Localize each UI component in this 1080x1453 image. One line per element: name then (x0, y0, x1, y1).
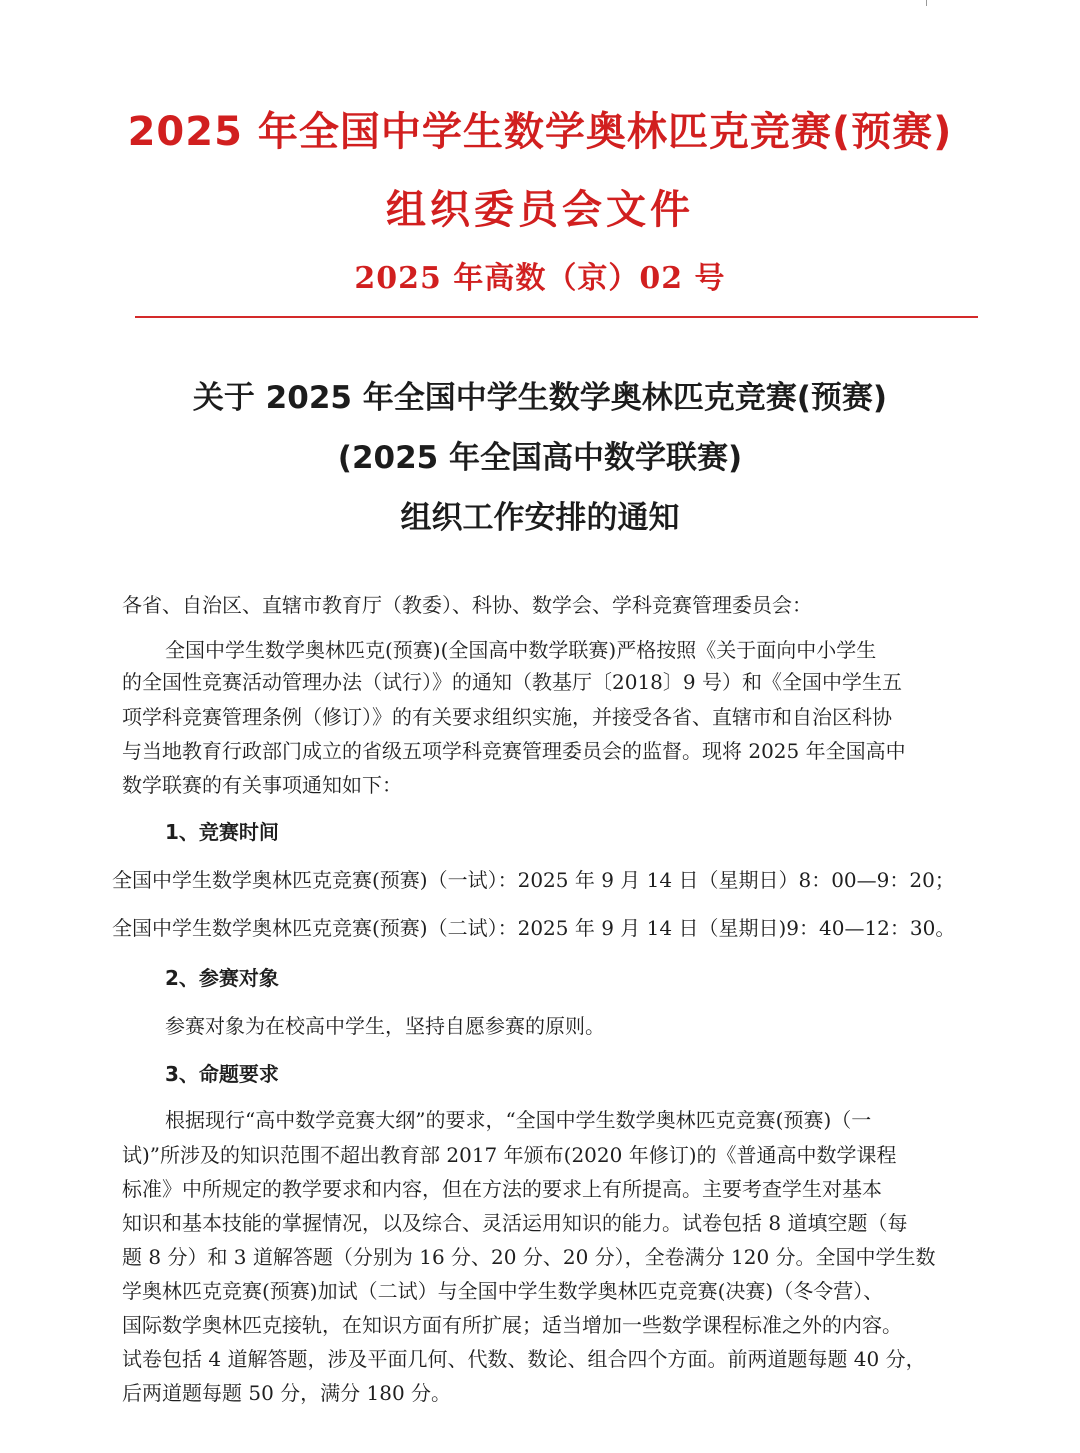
requirements-line: 学奥林匹克竞赛(预赛)加试（二试）与全国中学生数学奥林匹克竞赛(决赛)（冬令营）、 (122, 1279, 884, 1303)
requirements-line: 题 8 分）和 3 道解答题（分别为 16 分、20 分、20 分），全卷满分 120 分。全国中学生数 (122, 1245, 936, 1269)
requirements-line: 标准》中所规定的教学要求和内容，但在方法的要求上有所提高。主要考查学生对基本 (122, 1177, 882, 1201)
intro-line: 全国中学生数学奥林匹克(预赛)(全国高中数学联赛)严格按照《关于面向中小学生 (165, 638, 877, 662)
requirements-line: 试)”所涉及的知识范围不超出教育部 2017 年颁布(2020 年修订)的《普通高中数学课程 (122, 1143, 897, 1167)
salutation: 各省、自治区、直辖市教育厅（教委）、科协、数学会、学科竞赛管理委员会： (122, 593, 812, 617)
participants-text: 参赛对象为在校高中学生，坚持自愿参赛的原则。 (165, 1014, 605, 1038)
section-heading-requirements: 3、命题要求 (165, 1062, 279, 1086)
org-header-line2: 组织委员会文件 (386, 187, 694, 233)
notice-title-line2: (2025 年全国高中数学联赛) (337, 440, 743, 476)
org-header-line1: 2025 年全国中学生数学奥林匹克竞赛(预赛) (127, 109, 953, 155)
schedule-line: 全国中学生数学奥林匹克竞赛(预赛)（一试）：2025 年 9 月 14 日（星期日）8：00—9：20； (112, 868, 955, 892)
section-heading-time: 1、竞赛时间 (165, 820, 279, 844)
requirements-line: 后两道题每题 50 分，满分 180 分。 (122, 1381, 452, 1405)
section-heading-participants: 2、参赛对象 (165, 966, 279, 990)
document-number: 2025 年高数（京）02 号 (354, 261, 726, 296)
requirements-line: 国际数学奥林匹克接轨，在知识方面有所扩展；适当增加一些数学课程标准之外的内容。 (122, 1313, 902, 1337)
intro-line: 与当地教育行政部门成立的省级五项学科竞赛管理委员会的监督。现将 2025 年全国高中 (122, 739, 906, 763)
intro-line: 的全国性竞赛活动管理办法（试行）》的通知（教基厅〔2018〕9 号）和《全国中学生五 (122, 670, 902, 694)
requirements-line: 根据现行“高中数学竞赛大纲”的要求，“全国中学生数学奥林匹克竞赛(预赛)（一 (165, 1108, 872, 1132)
red-divider (135, 316, 978, 318)
notice-title-line3: 组织工作安排的通知 (400, 500, 680, 536)
schedule-line: 全国中学生数学奥林匹克竞赛(预赛)（二试）：2025 年 9 月 14 日（星期日)9：40—12：30。 (112, 916, 956, 940)
intro-line: 数学联赛的有关事项通知如下： (122, 773, 402, 797)
requirements-line: 试卷包括 4 道解答题，涉及平面几何、代数、数论、组合四个方面。前两道题每题 40 分， (122, 1347, 926, 1371)
intro-line: 项学科竞赛管理条例（修订）》的有关要求组织实施，并接受各省、直辖市和自治区科协 (122, 705, 892, 729)
notice-title-line1: 关于 2025 年全国中学生数学奥林匹克竞赛(预赛) (192, 380, 888, 416)
requirements-line: 知识和基本技能的掌握情况，以及综合、灵活运用知识的能力。试卷包括 8 道填空题（每 (122, 1211, 908, 1235)
page-edge-mark (926, 0, 927, 6)
